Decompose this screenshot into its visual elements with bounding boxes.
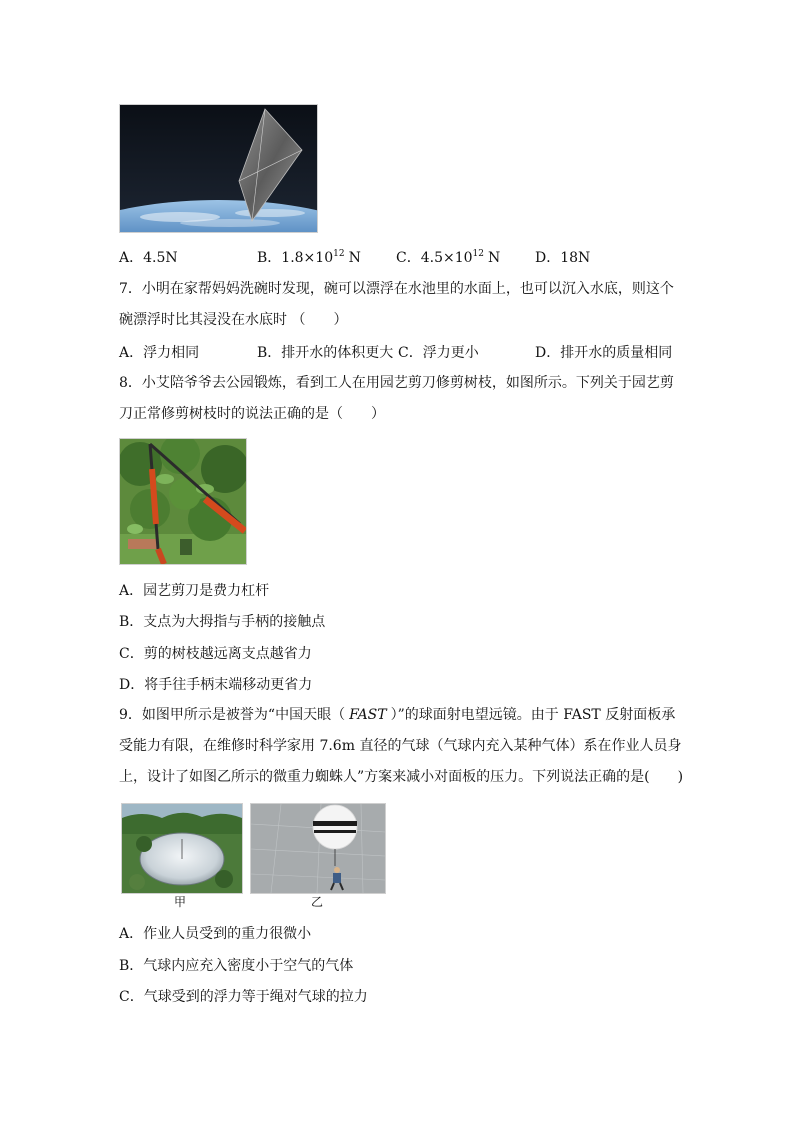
q7-option-b: B．排开水的体积更大 <box>257 345 394 361</box>
q8-stem-line-2: 刀正常修剪树枝时的说法正确的是（ ） <box>119 406 385 422</box>
figure-yi-caption: 乙 <box>311 895 324 909</box>
solar-sail-illustration <box>120 105 317 232</box>
q9-stem-line-1-start: 9．如图甲所示是被誉为“中国天眼（ <box>119 707 346 723</box>
q6-option-b <box>257 247 361 267</box>
fast-telescope-illustration <box>122 804 242 893</box>
q6-option-b-unit: N <box>348 250 361 266</box>
q8-option-b: B．支点为大拇指与手柄的接触点 <box>119 614 326 630</box>
q8-option-d: D．将手往手柄末端移动更省力 <box>119 677 313 693</box>
q9-stem-line-1 <box>119 705 675 725</box>
q9-stem-line-2: 受能力有限，在维修时科学家用 7.6m 直径的气球（气球内充入某种气体）系在作业人员身 <box>119 738 682 754</box>
balloon-worker-photo <box>250 803 386 894</box>
q6-option-c <box>396 247 500 267</box>
q7-stem-line-2: 碗漂浮时比其浸没在水底时 （ ） <box>119 312 348 328</box>
q9-stem-line-3: 上，设计了如图乙所示的微重力蜘蛛人”方案来减小对面板的压力。下列说法正确的是( ) <box>119 769 684 785</box>
q6-option-c-unit: N <box>487 250 501 266</box>
q8-stem-line-1: 8．小艾陪爷爷去公园锻炼，看到工人在用园艺剪刀修剪树枝，如图所示。下列关于园艺剪 <box>119 375 674 391</box>
q7-option-d: D．排开水的质量相同 <box>535 345 673 361</box>
solar-sail-photo <box>119 104 318 233</box>
q6-option-b-exponent: 12 <box>333 249 345 259</box>
q9-stem-line-1-end: ）”的球面射电望远镜。由于 FAST 反射面板承 <box>390 707 676 723</box>
q6-option-c-base: C．4.5×10 <box>396 250 473 266</box>
q8-option-a: A．园艺剪刀是费力杠杆 <box>119 583 270 599</box>
q9-fast-term: FAST <box>349 707 387 723</box>
q6-option-a: A．4.5N <box>119 250 178 266</box>
q7-stem-line-1: 7．小明在家帮妈妈洗碗时发现，碗可以漂浮在水池里的水面上，也可以沉入水底，则这个 <box>119 281 674 297</box>
q7-option-c: C．浮力更小 <box>398 345 479 361</box>
fast-telescope-photo <box>121 803 243 894</box>
pruning-shears-illustration <box>120 439 246 564</box>
q9-option-b: B．气球内应充入密度小于空气的气体 <box>119 958 354 974</box>
balloon-worker-illustration <box>251 804 385 893</box>
pruning-shears-photo <box>119 438 247 565</box>
q6-option-c-exponent: 12 <box>472 249 484 259</box>
q6-option-b-base: B．1.8×10 <box>257 250 334 266</box>
q7-option-a: A．浮力相同 <box>119 345 200 361</box>
q9-option-c: C．气球受到的浮力等于绳对气球的拉力 <box>119 989 368 1005</box>
figure-jia-caption: 甲 <box>174 895 187 909</box>
q8-option-c: C．剪的树枝越远离支点越省力 <box>119 646 312 662</box>
q9-option-a: A．作业人员受到的重力很微小 <box>119 926 312 942</box>
q6-option-d: D．18N <box>535 250 591 266</box>
